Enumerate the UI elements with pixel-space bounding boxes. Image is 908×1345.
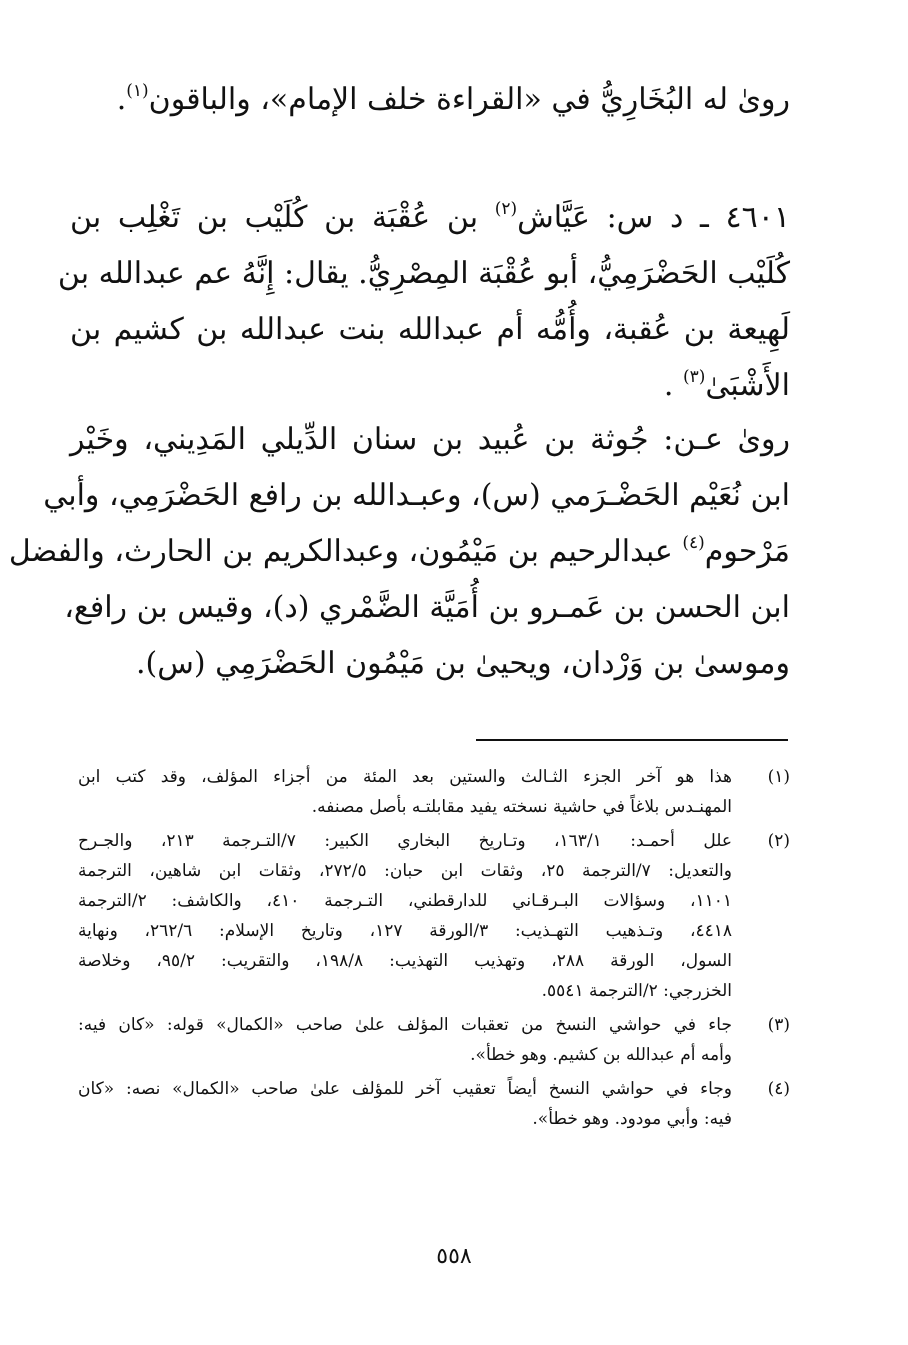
footnote-text xyxy=(78,1074,732,1134)
footnote-line: هذا هو آخر الجزء الثـالث والستين بعد المئة من أجزاء المؤلف، وقد كتب ابن xyxy=(78,767,732,787)
biography-entry-paragraph xyxy=(57,190,790,414)
paragraph-line: ٤٦٠١ ـ د س: عَيَّاش$^{(٢)}$ بن عُقْبَة بن كُلَيْب بن تَغْلِب بن xyxy=(70,199,790,235)
footnote-number: (٢) xyxy=(767,831,790,851)
footnote-text xyxy=(78,826,732,1006)
paragraph-line: ابن نُعَيْم الحَضْـرَمي (س)، وعبـدالله بن رافع الحَضْرَمِي، وأبي xyxy=(43,478,790,513)
footnote-line: ١١٠١، وسؤالات البـرقـاني للدارقطني، التـرجمة ٤١٠، والكاشف: ٢/الترجمة xyxy=(78,891,732,911)
footnote-line: الخزرجي: ٢/الترجمة ٥٥٤١. xyxy=(541,981,732,1001)
footnote-line: فيه: وأبي مودود. وهو خطأ». xyxy=(532,1109,732,1129)
paragraph-line: مَرْحوم$^{(٤)}$ عبدالرحيم بن مَيْمُون، وعبدالكريم بن الحارث، والفضل xyxy=(8,533,790,569)
footnote-reference[interactable]: (٢) xyxy=(494,199,518,219)
paragraph-line: كُلَيْب الحَضْرَمِيُّ، أبو عُقْبَة المِصْرِيُّ. يقال: إِنَّهُ عم عبدالله بن xyxy=(57,256,790,291)
footnote-separator xyxy=(476,739,788,741)
footnote-line: وجاء في حواشي النسخ أيضاً تعقيب آخر للمؤلف علىٰ صاحب «الكمال» نصه: «كان xyxy=(78,1079,732,1099)
page-number: ٥٥٨ xyxy=(436,1244,472,1269)
footnote-3 xyxy=(78,1010,790,1070)
narrators-paragraph xyxy=(8,412,790,692)
paragraph-line: وموسىٰ بن وَرْدان، ويحيىٰ بن مَيْمُون الحَضْرَمِي (س). xyxy=(135,646,790,681)
footnote-line: المهنـدس بلاغاً في حاشية نسخته يفيد مقابلتـه بأصل مصنفه. xyxy=(311,797,732,817)
footnote-2 xyxy=(78,826,790,1006)
footnote-number: (٤) xyxy=(767,1079,790,1099)
opening-paragraph xyxy=(70,72,790,128)
footnote-line: السول، الورقة ٢٨٨، وتهذيب التهذيب: ١٩٨/٨، والتقريب: ٩٥/٢، وخلاصة xyxy=(78,951,732,971)
footnote-reference[interactable]: (١) xyxy=(126,81,149,101)
footnote-line: وأمه أم عبدالله بن كشيم. وهو خطأ». xyxy=(470,1045,732,1065)
footnote-4 xyxy=(78,1074,790,1134)
footnote-text xyxy=(78,762,732,822)
footnote-text xyxy=(78,1010,732,1070)
footnote-line: ٤٤١٨، وتـذهيب التهـذيب: ٣/الورقة ١٢٧، وتاريخ الإسلام: ٢٦٢/٦، ونهاية xyxy=(78,921,732,941)
footnote-reference[interactable]: (٣) xyxy=(682,367,706,387)
footnote-number: (١) xyxy=(767,767,790,787)
footnote-line: علل أحمـد: ١٦٣/١، وتـاريخ البخاري الكبير: ٧/التـرجمة ٢١٣، والجـرح xyxy=(78,831,732,851)
paragraph-line: ابن الحسن بن عَمـرو بن أُمَيَّة الضَّمْري (د)، وقيس بن رافع، xyxy=(64,590,790,625)
footnotes-section xyxy=(78,762,790,1138)
paragraph-line: رویٰ له البُخَارِيُّ في «القراءة خلف الإمام»، والباقون$^{(١)}$. xyxy=(116,81,790,117)
paragraph-line: لَهِيعة بن عُقبة، وأُمُّه أم عبدالله بنت عبدالله بن كشيم بن xyxy=(70,312,790,347)
footnote-number: (٣) xyxy=(767,1015,790,1035)
footnote-line: والتعديل: ٧/الترجمة ٢٥، وثقات ابن حبان: ٢٧٢/٥، وثقات ابن شاهين، الترجمة xyxy=(78,861,732,881)
footnote-1 xyxy=(78,762,790,822)
footnote-line: جاء في حواشي النسخ من تعقبات المؤلف علىٰ صاحب «الكمال» قوله: «كان فيه: xyxy=(78,1015,732,1035)
paragraph-line: الأَشْبَىٰ$^{(٣)}$ . xyxy=(663,367,790,403)
footnote-reference[interactable]: (٤) xyxy=(682,533,705,553)
paragraph-line: رویٰ عـن: جُوثة بن عُبيد بن سنان الدِّيلي المَدِيني، وخَيْر xyxy=(70,422,790,457)
